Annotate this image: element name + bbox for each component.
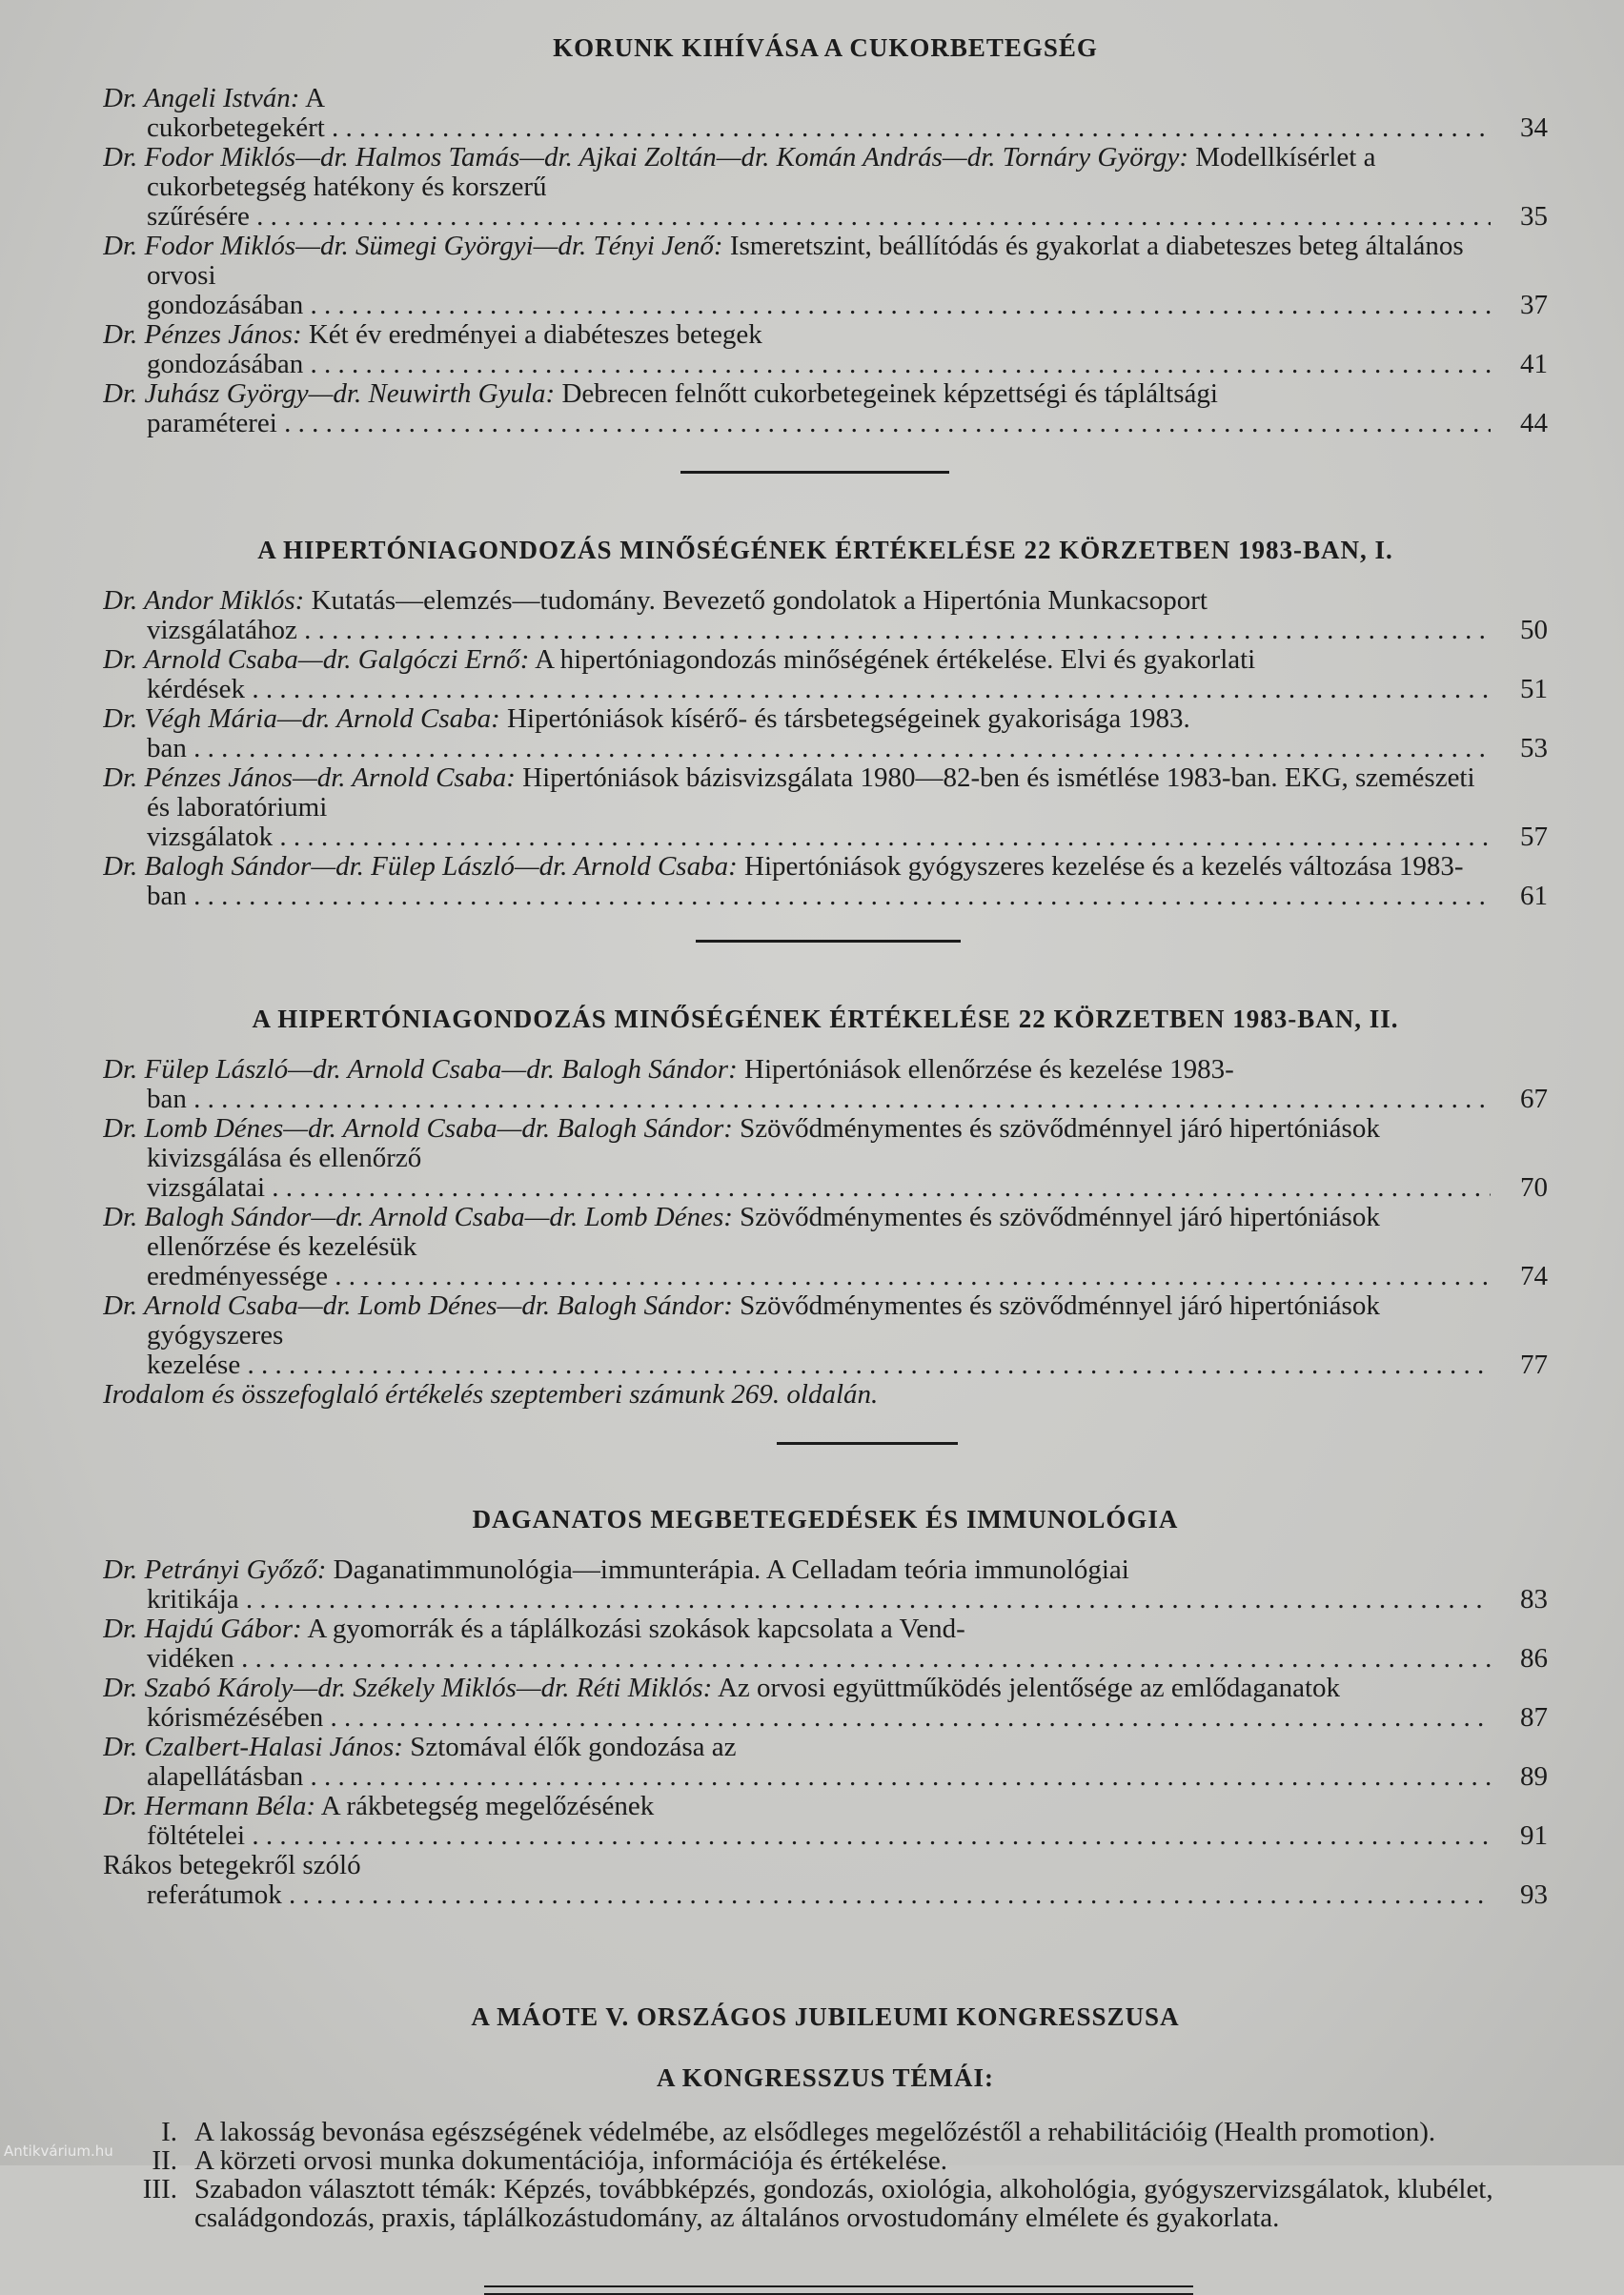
entry-page-number: 41 xyxy=(1520,349,1548,379)
entry-page-number: 37 xyxy=(1520,290,1548,320)
toc-entry xyxy=(103,1203,1548,1291)
entry-page-number: 51 xyxy=(1520,674,1548,704)
entry-title: A hipertóniagondozás minőségének értékelése. Elvi és gyakorlati kérdések . . . xyxy=(147,645,1491,704)
entry-page-number: 61 xyxy=(1520,881,1548,911)
toc-entry xyxy=(103,645,1548,704)
toc-entry xyxy=(103,143,1548,232)
entry-title: Hipertóniások gyógyszeres kezelése és a kezelés változása 1983-ban . . . xyxy=(147,852,1491,911)
toc-entry xyxy=(103,1555,1548,1615)
entry-title: Daganatimmunológia—immunterápia. A Celladam teória immunológiai kritikája . . . xyxy=(147,1555,1491,1615)
toc-entry-text xyxy=(103,232,1491,320)
entry-authors: Dr. Arnold Csaba—dr. Galgóczi Ernő: xyxy=(103,645,530,675)
theme-text: A körzeti orvosi munka dokumentációja, információja és értékelése. xyxy=(194,2145,947,2176)
entry-page-number: 70 xyxy=(1520,1172,1548,1203)
toc-entry-text xyxy=(103,84,1491,143)
entry-title: Hipertóniások kísérő- és társbetegségeinek gyakorisága 1983. ban . . . xyxy=(147,704,1491,763)
entry-title: A cukorbetegekért . . . xyxy=(147,84,1491,143)
toc-entry-text xyxy=(103,1555,1491,1615)
entry-title: Szövődménymentes és szövődménnyel járó hipertóniások ellenőrzése és kezelésük eredményessége . . . xyxy=(147,1203,1491,1291)
theme-item xyxy=(133,2146,1548,2175)
toc-entry xyxy=(103,1291,1548,1380)
entry-title: A gyomorrák és a táplálkozási szokások kapcsolata a Vend-vidéken . . . xyxy=(147,1615,1491,1674)
divider xyxy=(777,1442,958,1445)
entry-page-number: 93 xyxy=(1520,1879,1548,1910)
divider xyxy=(680,471,949,474)
toc-entry xyxy=(103,852,1548,911)
entry-authors: Dr. Angeli István: xyxy=(103,84,300,113)
theme-text: A lakosság bevonása egészségének védelmébe, az elsődleges megelőzéstől a rehabilitációig (Health promotion). xyxy=(194,2117,1436,2147)
entry-page-number: 44 xyxy=(1520,408,1548,438)
entry-authors: Dr. Andor Miklós: xyxy=(103,586,305,616)
entry-authors: Dr. Balogh Sándor—dr. Fülep László—dr. Arnold Csaba: xyxy=(103,852,738,882)
entry-page-number: 83 xyxy=(1520,1584,1548,1615)
entry-authors: Dr. Petrányi Győző: xyxy=(103,1555,327,1585)
toc-entry xyxy=(103,320,1548,379)
entry-authors: Dr. Szabó Károly—dr. Székely Miklós—dr. Réti Miklós: xyxy=(103,1674,713,1703)
toc-entry-text xyxy=(103,1674,1491,1733)
theme-text: Szabadon választott témák: Képzés, továbbképzés, gondozás, oxiológia, alkohológia, gyógyszervizsgálatok, klubélet, családgondozás, praxis, táplálkozástudomány, az általános orvostudomány elmélete és gyakorlata. xyxy=(194,2174,1493,2233)
toc-entry xyxy=(103,704,1548,763)
toc-entry-text xyxy=(103,379,1491,438)
theme-number: II. xyxy=(152,2145,177,2176)
entry-authors: Dr. Czalbert-Halasi János: xyxy=(103,1733,403,1762)
toc-entry-text xyxy=(103,1792,1491,1851)
toc-entry-text xyxy=(103,1055,1491,1114)
toc-entry-text xyxy=(103,1733,1491,1792)
entry-page-number: 50 xyxy=(1520,615,1548,645)
theme-number: III. xyxy=(142,2174,177,2204)
toc-entry-text xyxy=(103,1615,1491,1674)
entry-title: Hipertóniások ellenőrzése és kezelése 1983-ban . . . xyxy=(147,1055,1491,1114)
entry-title: Szövődménymentes és szövődménnyel járó hipertóniások gyógyszeres kezelése . . . xyxy=(147,1291,1491,1380)
entry-page-number: 53 xyxy=(1520,733,1548,763)
entry-page-number: 91 xyxy=(1520,1820,1548,1851)
toc-entry-text xyxy=(103,645,1491,704)
watermark: Antikvárium.hu xyxy=(4,2143,113,2160)
entry-authors: Dr. Juhász György—dr. Neuwirth Gyula: xyxy=(103,379,556,409)
entry-title: Sztomával élők gondozása az alapellátásban . . . xyxy=(147,1733,1491,1792)
toc-entry-text xyxy=(103,320,1491,379)
congress-subtitle: A KONGRESSZUS TÉMÁI: xyxy=(656,2063,995,2092)
entry-authors: Dr. Balogh Sándor—dr. Arnold Csaba—dr. Lomb Dénes: xyxy=(103,1203,733,1232)
entry-title: Hipertóniások bázisvizsgálata 1980—82-ben és ismétlése 1983-ban. EKG, szemészeti és laboratóriumi vizsgálatok . . . xyxy=(147,763,1491,852)
toc-entry xyxy=(103,232,1548,320)
section-title: A HIPERTÓNIAGONDOZÁS MINŐSÉGÉNEK ÉRTÉKELÉSE 22 KÖRZETBEN 1983-BAN, II. xyxy=(252,1005,1399,1033)
entry-page-number: 74 xyxy=(1520,1261,1548,1291)
entry-title: Debrecen felnőtt cukorbetegeinek képzettségi és tápláltsági paraméterei . . . xyxy=(147,379,1491,438)
entry-title: Két év eredményei a diabéteszes betegek gondozásában . . . xyxy=(147,320,1491,379)
toc-entry xyxy=(103,1792,1548,1851)
toc-entry-text xyxy=(103,586,1491,645)
toc-entry-text xyxy=(103,704,1491,763)
toc-entry-text xyxy=(103,1114,1491,1203)
congress-themes-list xyxy=(133,2118,1548,2232)
toc-section-diabetes xyxy=(103,84,1548,438)
entry-authors: Dr. Lomb Dénes—dr. Arnold Csaba—dr. Balogh Sándor: xyxy=(103,1114,733,1144)
entry-page-number: 67 xyxy=(1520,1084,1548,1114)
toc-entry xyxy=(103,1851,1548,1910)
toc-entry xyxy=(103,1674,1548,1733)
divider xyxy=(696,940,961,943)
toc-entry xyxy=(103,1114,1548,1203)
toc-entry-text xyxy=(103,1851,1491,1910)
toc-entry-text xyxy=(103,1203,1491,1291)
entry-authors: Dr. Pénzes János: xyxy=(103,320,302,350)
entry-title: Az orvosi együttműködés jelentősége az emlődaganatok kórismézésében . . . xyxy=(147,1674,1491,1733)
theme-number: I. xyxy=(161,2117,177,2147)
entry-authors: Dr. Hermann Béla: xyxy=(103,1792,316,1821)
entry-page-number: 35 xyxy=(1520,201,1548,232)
entry-page-number: 89 xyxy=(1520,1761,1548,1792)
entry-page-number: 86 xyxy=(1520,1643,1548,1674)
section-title: KORUNK KIHÍVÁSA A CUKORBETEGSÉG xyxy=(553,33,1098,62)
toc-entry xyxy=(103,1055,1548,1114)
entry-title: A rákbetegség megelőzésének föltételei . . . xyxy=(147,1792,1491,1851)
entry-authors: Dr. Hajdú Gábor: xyxy=(103,1615,302,1644)
toc-entry-text xyxy=(103,143,1491,232)
toc-entry xyxy=(103,586,1548,645)
entry-title: Szövődménymentes és szövődménnyel járó hipertóniások kivizsgálása és ellenőrző vizsgálatai . . . xyxy=(147,1114,1491,1203)
entry-authors: Dr. Fülep László—dr. Arnold Csaba—dr. Balogh Sándor: xyxy=(103,1055,738,1085)
entry-authors: Dr. Végh Mária—dr. Arnold Csaba: xyxy=(103,704,500,734)
entry-authors: Dr. Arnold Csaba—dr. Lomb Dénes—dr. Balogh Sándor: xyxy=(103,1291,733,1321)
toc-entry xyxy=(103,1733,1548,1792)
toc-entry xyxy=(103,763,1548,852)
entry-title: Modellkísérlet a cukorbetegség hatékony és korszerű szűrésére . . . xyxy=(147,143,1491,232)
section-title: A HIPERTÓNIAGONDOZÁS MINŐSÉGÉNEK ÉRTÉKELÉSE 22 KÖRZETBEN 1983-BAN, I. xyxy=(257,536,1393,564)
section-note: Irodalom és összefoglaló értékelés szeptemberi számunk 269. oldalán. xyxy=(103,1379,879,1410)
entry-title: Kutatás—elemzés—tudomány. Bevezető gondolatok a Hipertónia Munkacsoport vizsgálatához . . . xyxy=(147,586,1491,645)
theme-item xyxy=(133,2118,1548,2146)
toc-entry-text xyxy=(103,852,1491,911)
toc-entry xyxy=(103,379,1548,438)
toc-entry-text xyxy=(103,763,1491,852)
entry-authors: Dr. Fodor Miklós—dr. Sümegi Györgyi—dr. Tényi Jenő: xyxy=(103,232,723,261)
entry-page-number: 87 xyxy=(1520,1702,1548,1733)
entry-page-number: 57 xyxy=(1520,822,1548,852)
section-title: DAGANATOS MEGBETEGEDÉSEK ÉS IMMUNOLÓGIA xyxy=(472,1505,1179,1533)
entry-page-number: 34 xyxy=(1520,112,1548,143)
toc-entry-text xyxy=(103,1291,1491,1380)
toc-entry xyxy=(103,84,1548,143)
entry-title: Ismeretszint, beállítódás és gyakorlat a diabeteszes beteg általános orvosi gondozásában . . . xyxy=(147,232,1491,320)
toc-section-oncology xyxy=(103,1555,1548,1910)
entry-authors: Dr. Fodor Miklós—dr. Halmos Tamás—dr. Ajkai Zoltán—dr. Komán András—dr. Tornáry György: xyxy=(103,143,1188,173)
entry-title: Rákos betegekről szóló referátumok . . . xyxy=(103,1851,1491,1910)
toc-entry xyxy=(103,1615,1548,1674)
entry-page-number: 77 xyxy=(1520,1350,1548,1380)
toc-section-hypertension-2 xyxy=(103,1055,1548,1410)
congress-title: A MÁOTE V. ORSZÁGOS JUBILEUMI KONGRESSZUSA xyxy=(471,2002,1180,2031)
toc-section-hypertension-1 xyxy=(103,586,1548,911)
double-rule-top xyxy=(484,2285,1193,2287)
theme-item xyxy=(133,2175,1548,2232)
entry-authors: Dr. Pénzes János—dr. Arnold Csaba: xyxy=(103,763,516,793)
